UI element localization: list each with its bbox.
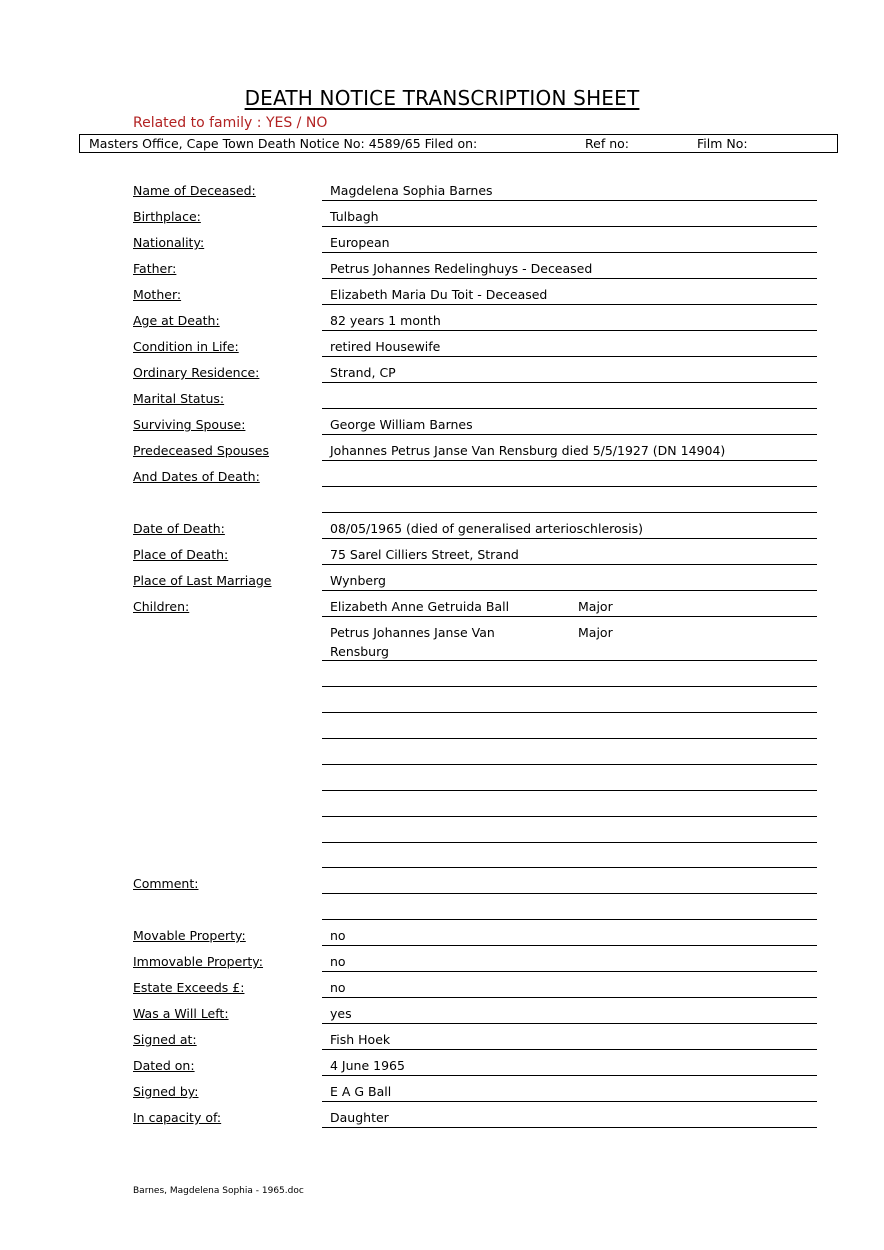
header-box xyxy=(79,134,838,153)
will-left-label: Was a Will Left: xyxy=(133,1006,229,1021)
children-line xyxy=(322,790,817,791)
signed-by-line xyxy=(322,1101,817,1102)
estate-exceeds-line xyxy=(322,997,817,998)
surviving-spouse-label: Surviving Spouse: xyxy=(133,417,246,432)
place-of-last-marriage-value: Wynberg xyxy=(330,573,386,588)
signed-at-line xyxy=(322,1049,817,1050)
children-line xyxy=(322,686,817,687)
father-line xyxy=(322,278,817,279)
father-label: Father: xyxy=(133,261,177,276)
signed-at-value: Fish Hoek xyxy=(330,1032,391,1047)
birthplace-value: Tulbagh xyxy=(330,209,379,224)
nationality-label: Nationality: xyxy=(133,235,205,250)
movable-property-line xyxy=(322,945,817,946)
signed-by-label: Signed by: xyxy=(133,1084,199,1099)
child-name: Elizabeth Anne Getruida Ball xyxy=(330,599,510,614)
dates-of-death-line xyxy=(322,486,817,487)
date-of-death-label: Date of Death: xyxy=(133,521,225,536)
children-line xyxy=(322,867,817,868)
name-of-deceased-line xyxy=(322,200,817,201)
marital-status-label: Marital Status: xyxy=(133,391,225,406)
ordinary-residence-line xyxy=(322,382,817,383)
children-line xyxy=(322,660,817,661)
immovable-property-line xyxy=(322,971,817,972)
will-left-value: yes xyxy=(330,1006,352,1021)
estate-exceeds-label: Estate Exceeds £: xyxy=(133,980,245,995)
dates-of-death-label: And Dates of Death: xyxy=(133,469,260,484)
film-no-label: Film No: xyxy=(697,136,748,151)
surviving-spouse-value: George William Barnes xyxy=(330,417,473,432)
age-at-death-label: Age at Death: xyxy=(133,313,220,328)
immovable-property-label: Immovable Property: xyxy=(133,954,264,969)
place-of-death-value: 75 Sarel Cilliers Street, Strand xyxy=(330,547,519,562)
in-capacity-of-label: In capacity of: xyxy=(133,1110,222,1125)
related-to-family: Related to family : YES / NO xyxy=(133,115,328,131)
in-capacity-of-value: Daughter xyxy=(330,1110,389,1125)
condition-in-life-label: Condition in Life: xyxy=(133,339,239,354)
dated-on-value: 4 June 1965 xyxy=(330,1058,405,1073)
children-line xyxy=(322,816,817,817)
dated-on-label: Dated on: xyxy=(133,1058,195,1073)
movable-property-label: Movable Property: xyxy=(133,928,246,943)
predeceased-spouses-line xyxy=(322,460,817,461)
child-name: Petrus Johannes Janse Van xyxy=(330,625,495,640)
ordinary-residence-value: Strand, CP xyxy=(330,365,396,380)
signed-by-value: E A G Ball xyxy=(330,1084,392,1099)
birthplace-label: Birthplace: xyxy=(133,209,201,224)
nationality-value: European xyxy=(330,235,390,250)
age-at-death-line xyxy=(322,330,817,331)
footer-filename: Barnes, Magdelena Sophia - 1965.doc xyxy=(133,1186,304,1196)
child-status: Major xyxy=(578,599,613,614)
condition-in-life-value: retired Housewife xyxy=(330,339,441,354)
father-value: Petrus Johannes Redelinghuys - Deceased xyxy=(330,261,593,276)
masters-office-text: Masters Office, Cape Town Death Notice No: 4589/65 Filed on: xyxy=(89,136,478,151)
child-name-continued: Rensburg xyxy=(330,644,389,659)
place-of-death-line xyxy=(322,564,817,565)
nationality-line xyxy=(322,252,817,253)
mother-line xyxy=(322,304,817,305)
mother-label: Mother: xyxy=(133,287,182,302)
predeceased-spouses-label: Predeceased Spouses xyxy=(133,443,269,458)
children-line xyxy=(322,764,817,765)
birthplace-line xyxy=(322,226,817,227)
date-of-death-value: 08/05/1965 (died of generalised arterioschlerosis) xyxy=(330,521,644,536)
signed-at-label: Signed at: xyxy=(133,1032,197,1047)
children-label: Children: xyxy=(133,599,190,614)
mother-value: Elizabeth Maria Du Toit - Deceased xyxy=(330,287,548,302)
dated-on-line xyxy=(322,1075,817,1076)
page-title: DEATH NOTICE TRANSCRIPTION SHEET xyxy=(244,86,640,110)
children-line xyxy=(322,712,817,713)
comment-line xyxy=(322,919,817,920)
surviving-spouse-line xyxy=(322,434,817,435)
marital-status-line xyxy=(322,408,817,409)
place-of-death-label: Place of Death: xyxy=(133,547,229,562)
name-of-deceased-label: Name of Deceased: xyxy=(133,183,256,198)
child-status: Major xyxy=(578,625,613,640)
children-line xyxy=(322,616,817,617)
in-capacity-of-line xyxy=(322,1127,817,1128)
blank-line xyxy=(322,512,817,513)
ref-no-label: Ref no: xyxy=(585,136,629,151)
place-of-last-marriage-line xyxy=(322,590,817,591)
comment-line xyxy=(322,893,817,894)
predeceased-spouses-value: Johannes Petrus Janse Van Rensburg died 5/5/1927 (DN 14904) xyxy=(330,443,726,458)
condition-in-life-line xyxy=(322,356,817,357)
date-of-death-line xyxy=(322,538,817,539)
will-left-line xyxy=(322,1023,817,1024)
movable-property-value: no xyxy=(330,928,346,943)
name-of-deceased-value: Magdelena Sophia Barnes xyxy=(330,183,493,198)
children-line xyxy=(322,738,817,739)
place-of-last-marriage-label: Place of Last Marriage xyxy=(133,573,272,588)
estate-exceeds-value: no xyxy=(330,980,346,995)
comment-label: Comment: xyxy=(133,876,199,891)
immovable-property-value: no xyxy=(330,954,346,969)
children-line xyxy=(322,842,817,843)
ordinary-residence-label: Ordinary Residence: xyxy=(133,365,260,380)
age-at-death-value: 82 years 1 month xyxy=(330,313,441,328)
